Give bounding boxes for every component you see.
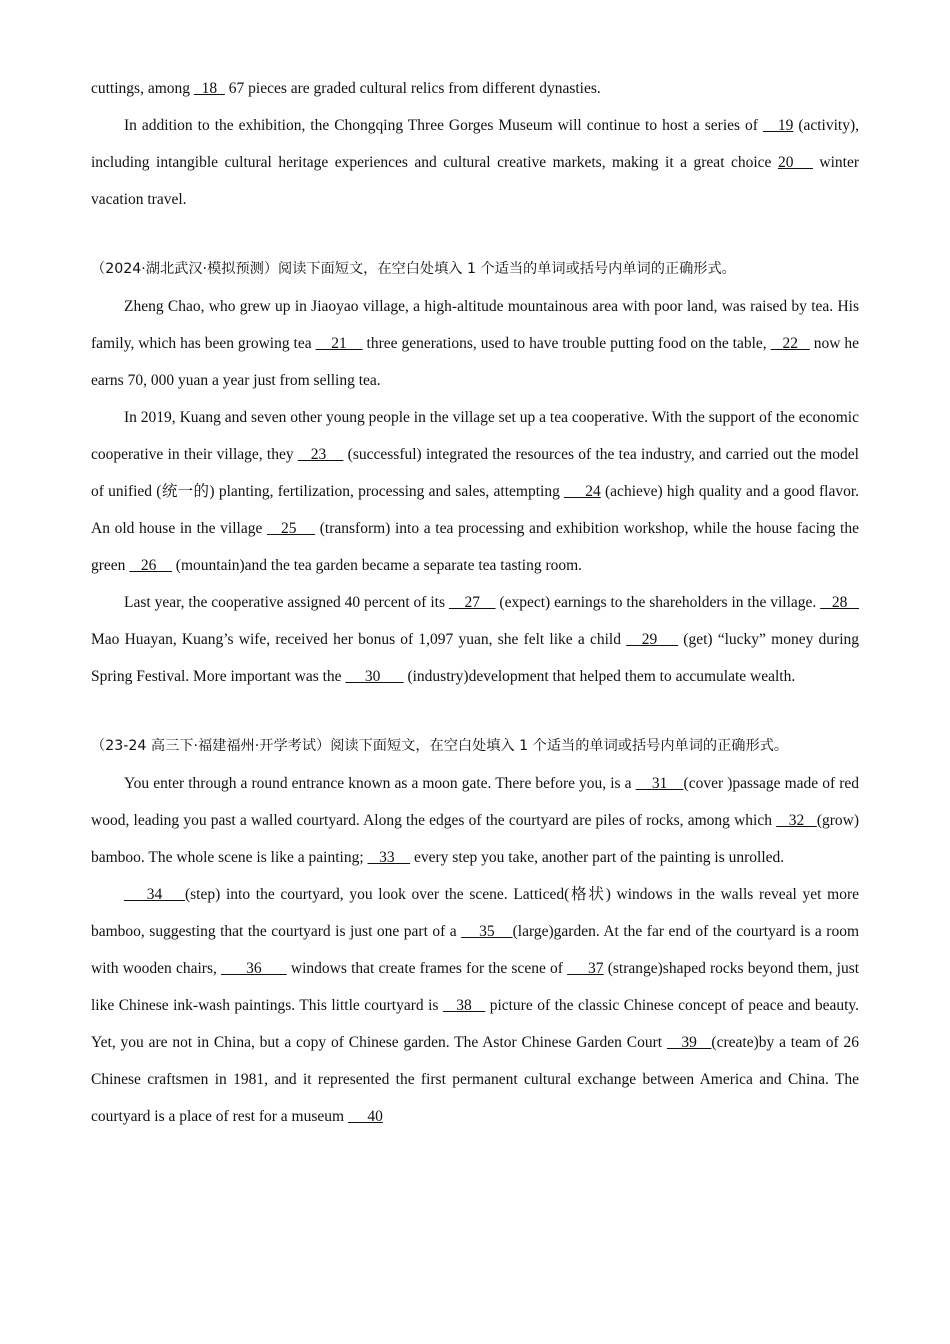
- answer-blank: 27: [448, 594, 496, 611]
- passage-paragraph: [91, 288, 859, 399]
- answer-blank: 37: [567, 960, 604, 977]
- document-page: [91, 70, 859, 1135]
- passage-text: (create)by a team of 26 Chinese craftsmen in 1981, and it represented the first permanent cultural exchange between America and China. The courtyard is a place of rest for a museum: [91, 1034, 860, 1125]
- passage-text: (get) “lucky” money during Spring Festival. More important was the: [91, 631, 859, 685]
- answer-blank: 34: [124, 886, 185, 903]
- answer-blank: 39: [666, 1034, 712, 1051]
- answer-blank: 31: [635, 775, 684, 792]
- passage-text: cuttings, among: [91, 80, 194, 97]
- passage-paragraph: [91, 584, 859, 695]
- passage-text: Mao Huayan, Kuang’s wife, received her bonus of 1,097 yuan, she felt like a child: [91, 631, 627, 648]
- answer-blank: 29: [626, 631, 679, 648]
- passage-text: winter vacation travel.: [91, 154, 860, 208]
- passage-paragraph: [91, 107, 859, 218]
- passage-text: (grow) bamboo. The whole scene is like a painting;: [91, 812, 859, 866]
- passage-text: 67 pieces are graded cultural relics from different dynasties.: [224, 80, 601, 97]
- passage-text: Last year, the cooperative assigned 40 percent of its: [124, 594, 449, 611]
- passage-text: windows that create frames for the scene of: [286, 960, 568, 977]
- passage-text: three generations, used to have trouble putting food on the table,: [362, 335, 771, 352]
- answer-blank: 32: [776, 812, 817, 829]
- answer-blank: 38: [442, 997, 486, 1014]
- answer-blank: 19: [762, 117, 794, 134]
- passage-text: (transform) into a tea processing and exhibition workshop, while the house facing the green: [91, 520, 859, 574]
- passage-text: (large)garden. At the far end of the courtyard is a room with wooden chairs,: [91, 923, 860, 977]
- passage-text: (cover )passage made of red wood, leading you past a walled courtyard. Along the edges of the courtyard are piles of rocks, among which: [91, 775, 859, 829]
- answer-blank: 33: [367, 849, 411, 866]
- passage-text: (expect) earnings to the shareholders in the village.: [495, 594, 821, 611]
- passage-text: (strange)shaped rocks beyond them, just like Chinese ink-wash paintings. This little courtyard is: [91, 960, 860, 1014]
- passage-text: (mountain)and the tea garden became a separate tea tasting room.: [171, 557, 583, 574]
- passage-paragraph: [91, 70, 859, 107]
- question-source-header: （23-24 高三下·福建福州·开学考试）阅读下面短文，在空白处填入 1 个适当的单词或括号内单词的正确形式。: [91, 738, 789, 754]
- answer-blank: 18: [193, 80, 225, 97]
- answer-blank: 23: [297, 446, 344, 463]
- answer-blank: 26: [129, 557, 172, 574]
- passage-text: (activity), including intangible cultural heritage experiences and cultural creative markets, making it a great choice: [91, 117, 860, 171]
- passage-text: picture of the classic Chinese concept of peace and beauty. Yet, you are not in China, but a copy of Chinese garden. The Astor Chinese Garden Court: [91, 997, 859, 1051]
- passage-text: (industry)development that helped them to accumulate wealth.: [403, 668, 796, 685]
- passage-text: In 2019, Kuang and seven other young people in the village set up a tea cooperative. With the support of the economic cooperative in their village, they: [91, 409, 859, 463]
- passage-text: In addition to the exhibition, the Chongqing Three Gorges Museum will continue to host a series of: [124, 117, 763, 134]
- answer-blank: 36: [221, 960, 287, 977]
- passage-paragraph: [91, 876, 859, 1135]
- passage-paragraph: [91, 765, 859, 876]
- answer-blank: 20: [777, 154, 813, 171]
- passage-text: now he earns 70, 000 yuan a year just from selling tea.: [91, 335, 860, 389]
- passage-text: Zheng Chao, who grew up in Jiaoyao village, a high-altitude mountainous area with poor land, was raised by tea. His family, which has been growing tea: [91, 298, 859, 352]
- passage-text: (achieve) high quality and a good flavor. An old house in the village: [91, 483, 859, 537]
- answer-blank: 25: [267, 520, 316, 537]
- answer-blank: 35: [461, 923, 513, 940]
- answer-blank: 21: [315, 335, 363, 352]
- passage-text: You enter through a round entrance known as a moon gate. There before you, is a: [124, 775, 636, 792]
- passage-text: (successful) integrated the resources of the tea industry, and carried out the model of unified (统一的) planting, fertilization, processing and sales, attempting: [91, 446, 859, 500]
- answer-blank: 30: [345, 668, 404, 685]
- answer-blank: 28: [820, 594, 859, 611]
- answer-blank: 24: [564, 483, 601, 500]
- answer-blank: 40: [347, 1108, 383, 1125]
- passage-text: (step) into the courtyard, you look over the scene. Latticed(格状) windows in the walls reveal yet more bamboo, suggesting that the courtyard is just one part of a: [91, 886, 859, 940]
- question-source-header: （2024·湖北武汉·模拟预测）阅读下面短文，在空白处填入 1 个适当的单词或括号内单词的正确形式。: [91, 261, 736, 277]
- passage-paragraph: [91, 399, 859, 584]
- answer-blank: 22: [770, 335, 810, 352]
- passage-text: every step you take, another part of the painting is unrolled.: [410, 849, 785, 866]
